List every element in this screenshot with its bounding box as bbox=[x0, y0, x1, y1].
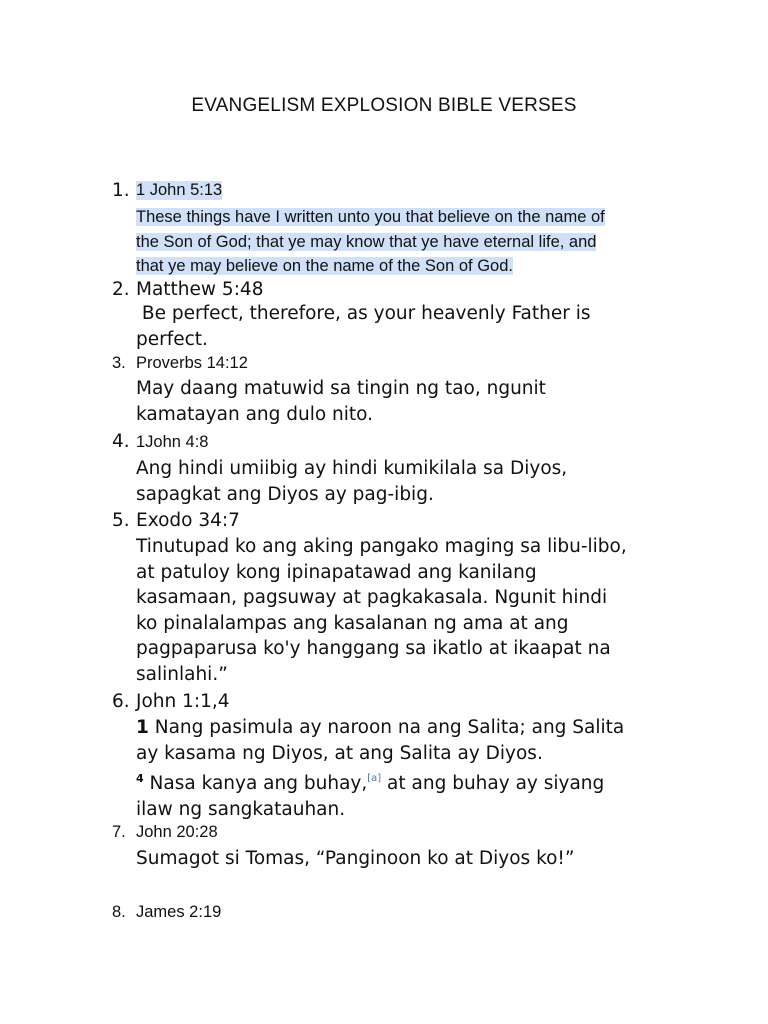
verse-line: kasamaan, pagsuway at pagkakasala. Ngunit hindi bbox=[136, 587, 608, 608]
verse-line: the Son of God; that ye may know that ye have eternal life, and bbox=[136, 232, 597, 251]
verse-line: Ang hindi umiibig ay hindi kumikilala sa Diyos, bbox=[136, 458, 568, 479]
verse-text bbox=[136, 205, 676, 279]
list-number: 1. bbox=[112, 180, 130, 201]
verse-line: ko pinalalampas ang kasalanan ng ama at ang bbox=[136, 612, 569, 634]
list-number: 6. bbox=[112, 691, 130, 712]
verse-line: May daang matuwid sa tingin ng tao, ngunit bbox=[136, 378, 546, 399]
list-number: 3. bbox=[112, 354, 126, 372]
verse-line: at ang buhay ay siyang bbox=[381, 773, 605, 794]
verse-reference: Proverbs 14:12 bbox=[136, 354, 248, 372]
verse-text bbox=[136, 301, 676, 352]
verse-reference: Matthew 5:48 bbox=[136, 279, 264, 300]
verse-number: 1 bbox=[136, 717, 149, 738]
verse-line: Nang pasimula ay naroon na ang Salita; ang Salita bbox=[148, 717, 625, 738]
verse-line: Tinutupad ko ang aking pangako maging sa libu-libo, bbox=[136, 536, 627, 557]
verse-line: perfect. bbox=[136, 328, 208, 350]
list-number: 8. bbox=[112, 903, 126, 921]
verse-line: ilaw ng sangkatauhan. bbox=[136, 798, 346, 820]
document-title: EVANGELISM EXPLOSION BIBLE VERSES bbox=[191, 95, 577, 116]
verse-reference: 1 John 5:13 bbox=[136, 181, 223, 199]
verse-text bbox=[136, 534, 676, 687]
verse-line: at patuloy kong ipinapatawad ang kanilang bbox=[136, 561, 537, 583]
verse-text bbox=[136, 846, 676, 872]
list-number: 2. bbox=[112, 279, 130, 300]
verse-line: Be perfect, therefore, as your heavenly Father is bbox=[136, 303, 591, 324]
verse-reference: John 20:28 bbox=[136, 823, 218, 841]
verse-line: sapagkat ang Diyos ay pag-ibig. bbox=[136, 483, 434, 505]
verse-reference: 1John 4:8 bbox=[136, 433, 209, 451]
verse-text bbox=[136, 715, 676, 822]
verse-line: that ye may believe on the name of the Son of God. bbox=[136, 257, 513, 275]
verse-line: salinlahi.” bbox=[136, 663, 228, 685]
verse-reference: James 2:19 bbox=[136, 903, 222, 921]
verse-text bbox=[136, 456, 676, 507]
verse-text bbox=[136, 376, 676, 427]
verse-number: 4 bbox=[136, 772, 144, 785]
list-number: 5. bbox=[112, 510, 130, 531]
verse-line: pagpaparusa ko'y hanggang sa ikatlo at ikaapat na bbox=[136, 638, 611, 659]
verse-line: ay kasama ng Diyos, at ang Salita ay Diyos. bbox=[136, 742, 543, 764]
verse-line: Sumagot si Tomas, “Panginoon ko at Diyos ko!” bbox=[136, 848, 575, 869]
verse-reference: Exodo 34:7 bbox=[136, 510, 240, 531]
list-number: 4. bbox=[112, 431, 130, 452]
list-number: 7. bbox=[112, 823, 126, 841]
verse-line: These things have I written unto you that believe on the name of bbox=[136, 208, 605, 226]
footnote-link[interactable]: [a] bbox=[367, 773, 382, 784]
verse-reference: John 1:1,4 bbox=[136, 691, 230, 712]
verse-line: Nasa kanya ang buhay, bbox=[143, 773, 368, 794]
verse-line: kamatayan ang dulo nito. bbox=[136, 403, 374, 425]
